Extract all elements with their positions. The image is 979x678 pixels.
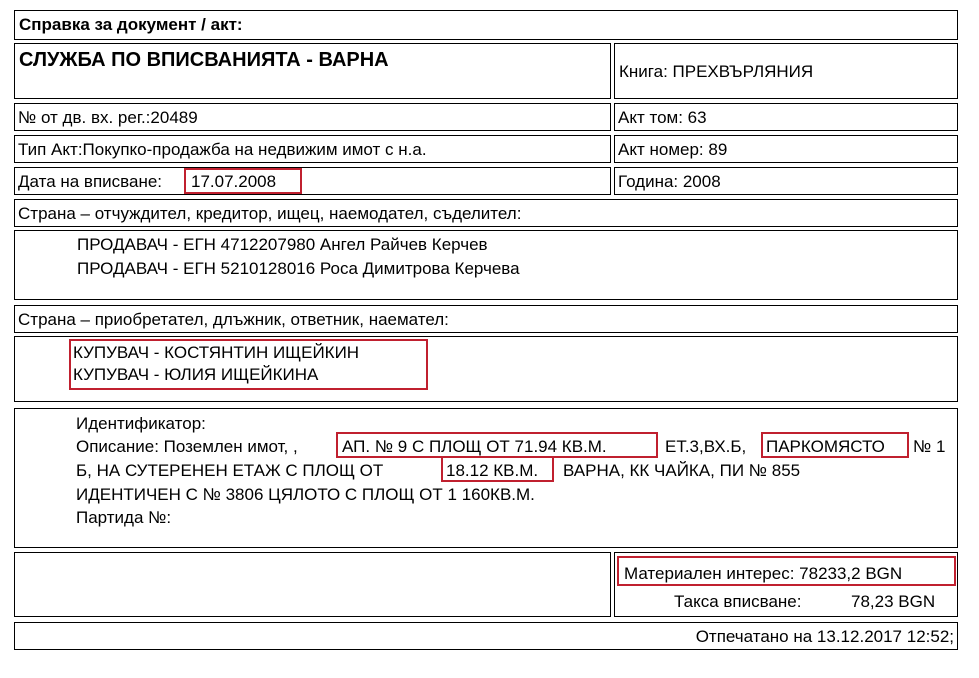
identifier-label: Идентификатор: xyxy=(76,414,206,433)
act-type-box xyxy=(14,135,611,163)
apartment-text: АП. № 9 С ПЛОЩ ОТ 71.94 КВ.М. xyxy=(342,437,607,456)
incoming-reg-box xyxy=(14,103,611,131)
acquirer-line: КУПУВАЧ - ЮЛИЯ ИЩЕЙКИНА xyxy=(73,365,319,384)
material-interest-highlight xyxy=(617,556,956,586)
transferor-label-box xyxy=(14,199,958,227)
description-part: Описание: Поземлен имот, , xyxy=(76,437,298,456)
description-part: ЕТ.3,ВХ.Б, xyxy=(665,437,747,456)
batch-label: Партида №: xyxy=(76,508,172,527)
transferor-label: Страна – отчуждител, кредитор, ищец, наемодател, съделител: xyxy=(18,204,522,223)
description-part: ИДЕНТИЧЕН С № 3806 ЦЯЛОТО С ПЛОЩ ОТ 1 160КВ.М. xyxy=(76,485,535,504)
act-type: Тип Акт:Покупко-продажба на недвижим имот с н.а. xyxy=(18,140,427,159)
entry-date-value: 17.07.2008 xyxy=(191,172,277,191)
entry-date-box xyxy=(14,167,611,195)
act-number-box xyxy=(614,135,958,163)
fees-left-box xyxy=(14,552,611,617)
description-part: Б, НА СУТЕРЕНЕН ЕТАЖ С ПЛОЩ ОТ xyxy=(76,461,384,480)
acquirer-line: КУПУВАЧ - КОСТЯНТИН ИЩЕЙКИН xyxy=(73,343,360,362)
area-highlight xyxy=(441,456,554,482)
description-part: № 1 xyxy=(913,437,946,456)
book-label: Книга: ПРЕХВЪРЛЯНИЯ xyxy=(619,62,814,81)
year-box xyxy=(614,167,958,195)
fee-label: Такса вписване: xyxy=(674,592,802,611)
transferor-line: ПРОДАВАЧ - ЕГН 4712207980 Ангел Райчев Керчев xyxy=(77,235,488,254)
apartment-highlight xyxy=(336,432,658,458)
area-text: 18.12 КВ.М. xyxy=(446,461,539,480)
acquirer-label-box xyxy=(14,305,958,333)
book-box xyxy=(614,43,958,99)
parking-highlight xyxy=(761,432,909,458)
header-box xyxy=(14,10,958,40)
description-part: ВАРНА, КК ЧАЙКА, ПИ № 855 xyxy=(563,461,801,480)
year: Година: 2008 xyxy=(618,172,721,191)
entry-date-label: Дата на вписване: xyxy=(18,172,163,191)
incoming-reg: № от дв. вх. рег.:20489 xyxy=(18,108,198,127)
office-name: СЛУЖБА ПО ВПИСВАНИЯТА - ВАРНА xyxy=(19,49,389,71)
office-box xyxy=(14,43,611,99)
act-volume-box xyxy=(614,103,958,131)
transferor-line: ПРОДАВАЧ - ЕГН 5210128016 Роса Димитрова Керчева xyxy=(77,259,520,278)
parking-text: ПАРКОМЯСТО xyxy=(766,437,885,456)
acquirer-label: Страна – приобретател, длъжник, ответник, наемател: xyxy=(18,310,449,329)
printed-timestamp: Отпечатано на 13.12.2017 12:52; xyxy=(695,627,954,646)
transferor-box xyxy=(14,230,958,300)
fee-value: 78,23 BGN xyxy=(851,592,936,611)
act-number: Акт номер: 89 xyxy=(618,140,728,159)
footer-box xyxy=(14,622,958,650)
material-interest: Материален интерес: 78233,2 BGN xyxy=(624,564,903,583)
act-volume: Акт том: 63 xyxy=(618,108,707,127)
header-label: Справка за документ / акт: xyxy=(19,15,243,34)
acquirer-highlight xyxy=(69,339,428,390)
entry-date-highlight xyxy=(184,168,302,194)
